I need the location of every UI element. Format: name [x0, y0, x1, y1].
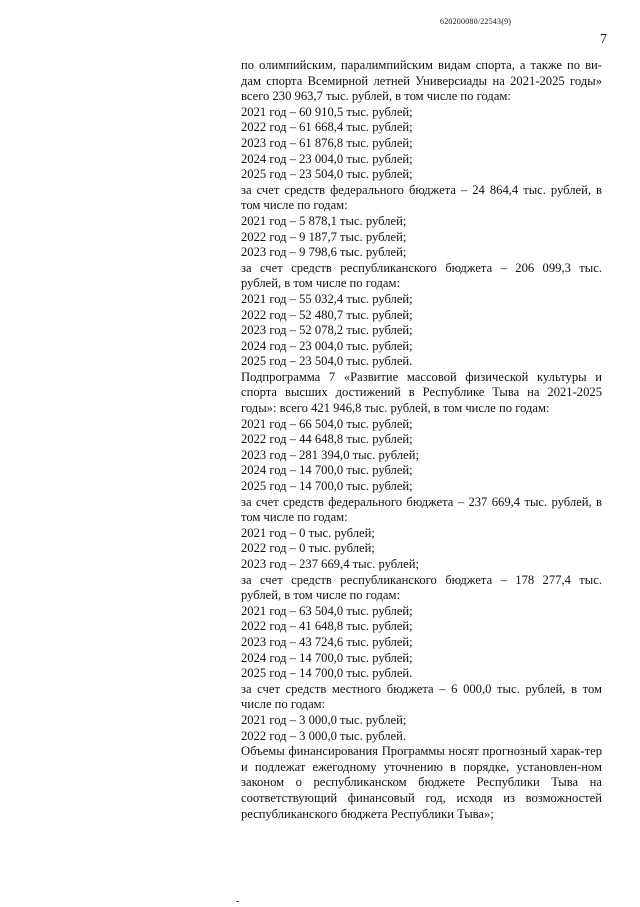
- document-body: [241, 58, 602, 822]
- body-paragraph: Подпрограмма 7 «Развитие массовой физической культуры и спорта высших достижений в Республике Тыва на 2021-2025 годы»: всего 421 946,8 тыс. рублей, в том числе по годам:: [241, 369, 602, 416]
- funding-year-line: 2023 год – 52 078,2 тыс. рублей;: [241, 323, 413, 338]
- funding-year-line: 2021 год – 60 910,5 тыс. рублей;: [241, 104, 413, 119]
- funding-year-line: 2024 год – 14 700,0 тыс. рублей;: [241, 650, 413, 665]
- body-paragraph: за счет средств республиканского бюджета – 178 277,4 тыс. рублей, в том числе по годам:: [241, 572, 602, 603]
- funding-year-line: 2024 год – 23 004,0 тыс. рублей;: [241, 338, 413, 353]
- footer-mark: -: [236, 896, 240, 907]
- body-paragraph: Объемы финансирования Программы носят прогнозный харак-тер и подлежат ежегодному уточнению в порядке, установлен-ном законом о республиканском бюджете Республики Тыва на соответствующий финансовый год, исходя из возможностей республиканского бюджета Республики Тыва»;: [241, 744, 602, 821]
- funding-year-line: 2025 год – 23 504,0 тыс. рублей;: [241, 167, 413, 182]
- funding-year-line: 2022 год – 61 668,4 тыс. рублей;: [241, 120, 413, 135]
- funding-year-line: 2021 год – 3 000,0 тыс. рублей;: [241, 712, 407, 727]
- body-paragraph: за счет средств федерального бюджета – 24 864,4 тыс. рублей, в том числе по годам:: [241, 182, 602, 213]
- funding-year-line: 2023 год – 9 798,6 тыс. рублей;: [241, 245, 407, 260]
- funding-year-line: 2022 год – 0 тыс. рублей;: [241, 541, 375, 556]
- funding-year-line: 2021 год – 55 032,4 тыс. рублей;: [241, 291, 413, 306]
- funding-year-line: 2023 год – 237 669,4 тыс. рублей;: [241, 557, 419, 571]
- funding-year-line: 2024 год – 23 004,0 тыс. рублей;: [241, 151, 413, 166]
- funding-year-line: 2021 год – 0 тыс. рублей;: [241, 525, 375, 540]
- funding-year-line: 2022 год – 44 648,8 тыс. рублей;: [241, 432, 413, 447]
- funding-year-line: 2025 год – 14 700,0 тыс. рублей.: [241, 666, 413, 681]
- funding-year-line: 2022 год – 41 648,8 тыс. рублей;: [241, 619, 413, 634]
- body-paragraph: за счет средств федерального бюджета – 237 669,4 тыс. рублей, в том числе по годам:: [241, 494, 602, 525]
- funding-year-line: 2024 год – 14 700,0 тыс. рублей;: [241, 463, 413, 478]
- funding-year-line: 2021 год – 5 878,1 тыс. рублей;: [241, 213, 407, 228]
- funding-year-line: 2025 год – 23 504,0 тыс. рублей.: [241, 354, 413, 369]
- funding-year-line: 2022 год – 52 480,7 тыс. рублей;: [241, 307, 413, 322]
- funding-year-line: 2023 год – 43 724,6 тыс. рублей;: [241, 634, 413, 649]
- page-number: 7: [600, 32, 607, 47]
- funding-year-line: 2022 год – 3 000,0 тыс. рублей.: [241, 728, 407, 743]
- funding-year-line: 2021 год – 66 504,0 тыс. рублей;: [241, 416, 413, 431]
- funding-year-line: 2023 год – 61 876,8 тыс. рублей;: [241, 135, 413, 150]
- body-paragraph: по олимпийским, паралимпийским видам спорта, а также по ви-дам спорта Всемирной летней Универсиады на 2021-2025 годы» всего 230 963,7 тыс. рублей, в том числе по годам:: [241, 58, 602, 104]
- funding-year-line: 2021 год – 63 504,0 тыс. рублей;: [241, 603, 413, 618]
- body-paragraph: за счет средств местного бюджета – 6 000,0 тыс. рублей, в том числе по годам:: [241, 681, 602, 712]
- funding-year-line: 2022 год – 9 187,7 тыс. рублей;: [241, 229, 407, 244]
- body-paragraph: за счет средств республиканского бюджета – 206 099,3 тыс. рублей, в том числе по годам:: [241, 260, 602, 291]
- funding-year-line: 2023 год – 281 394,0 тыс. рублей;: [241, 447, 419, 462]
- document-registration-number: 620200080/22543(9): [440, 17, 512, 26]
- funding-year-line: 2025 год – 14 700,0 тыс. рублей;: [241, 479, 413, 494]
